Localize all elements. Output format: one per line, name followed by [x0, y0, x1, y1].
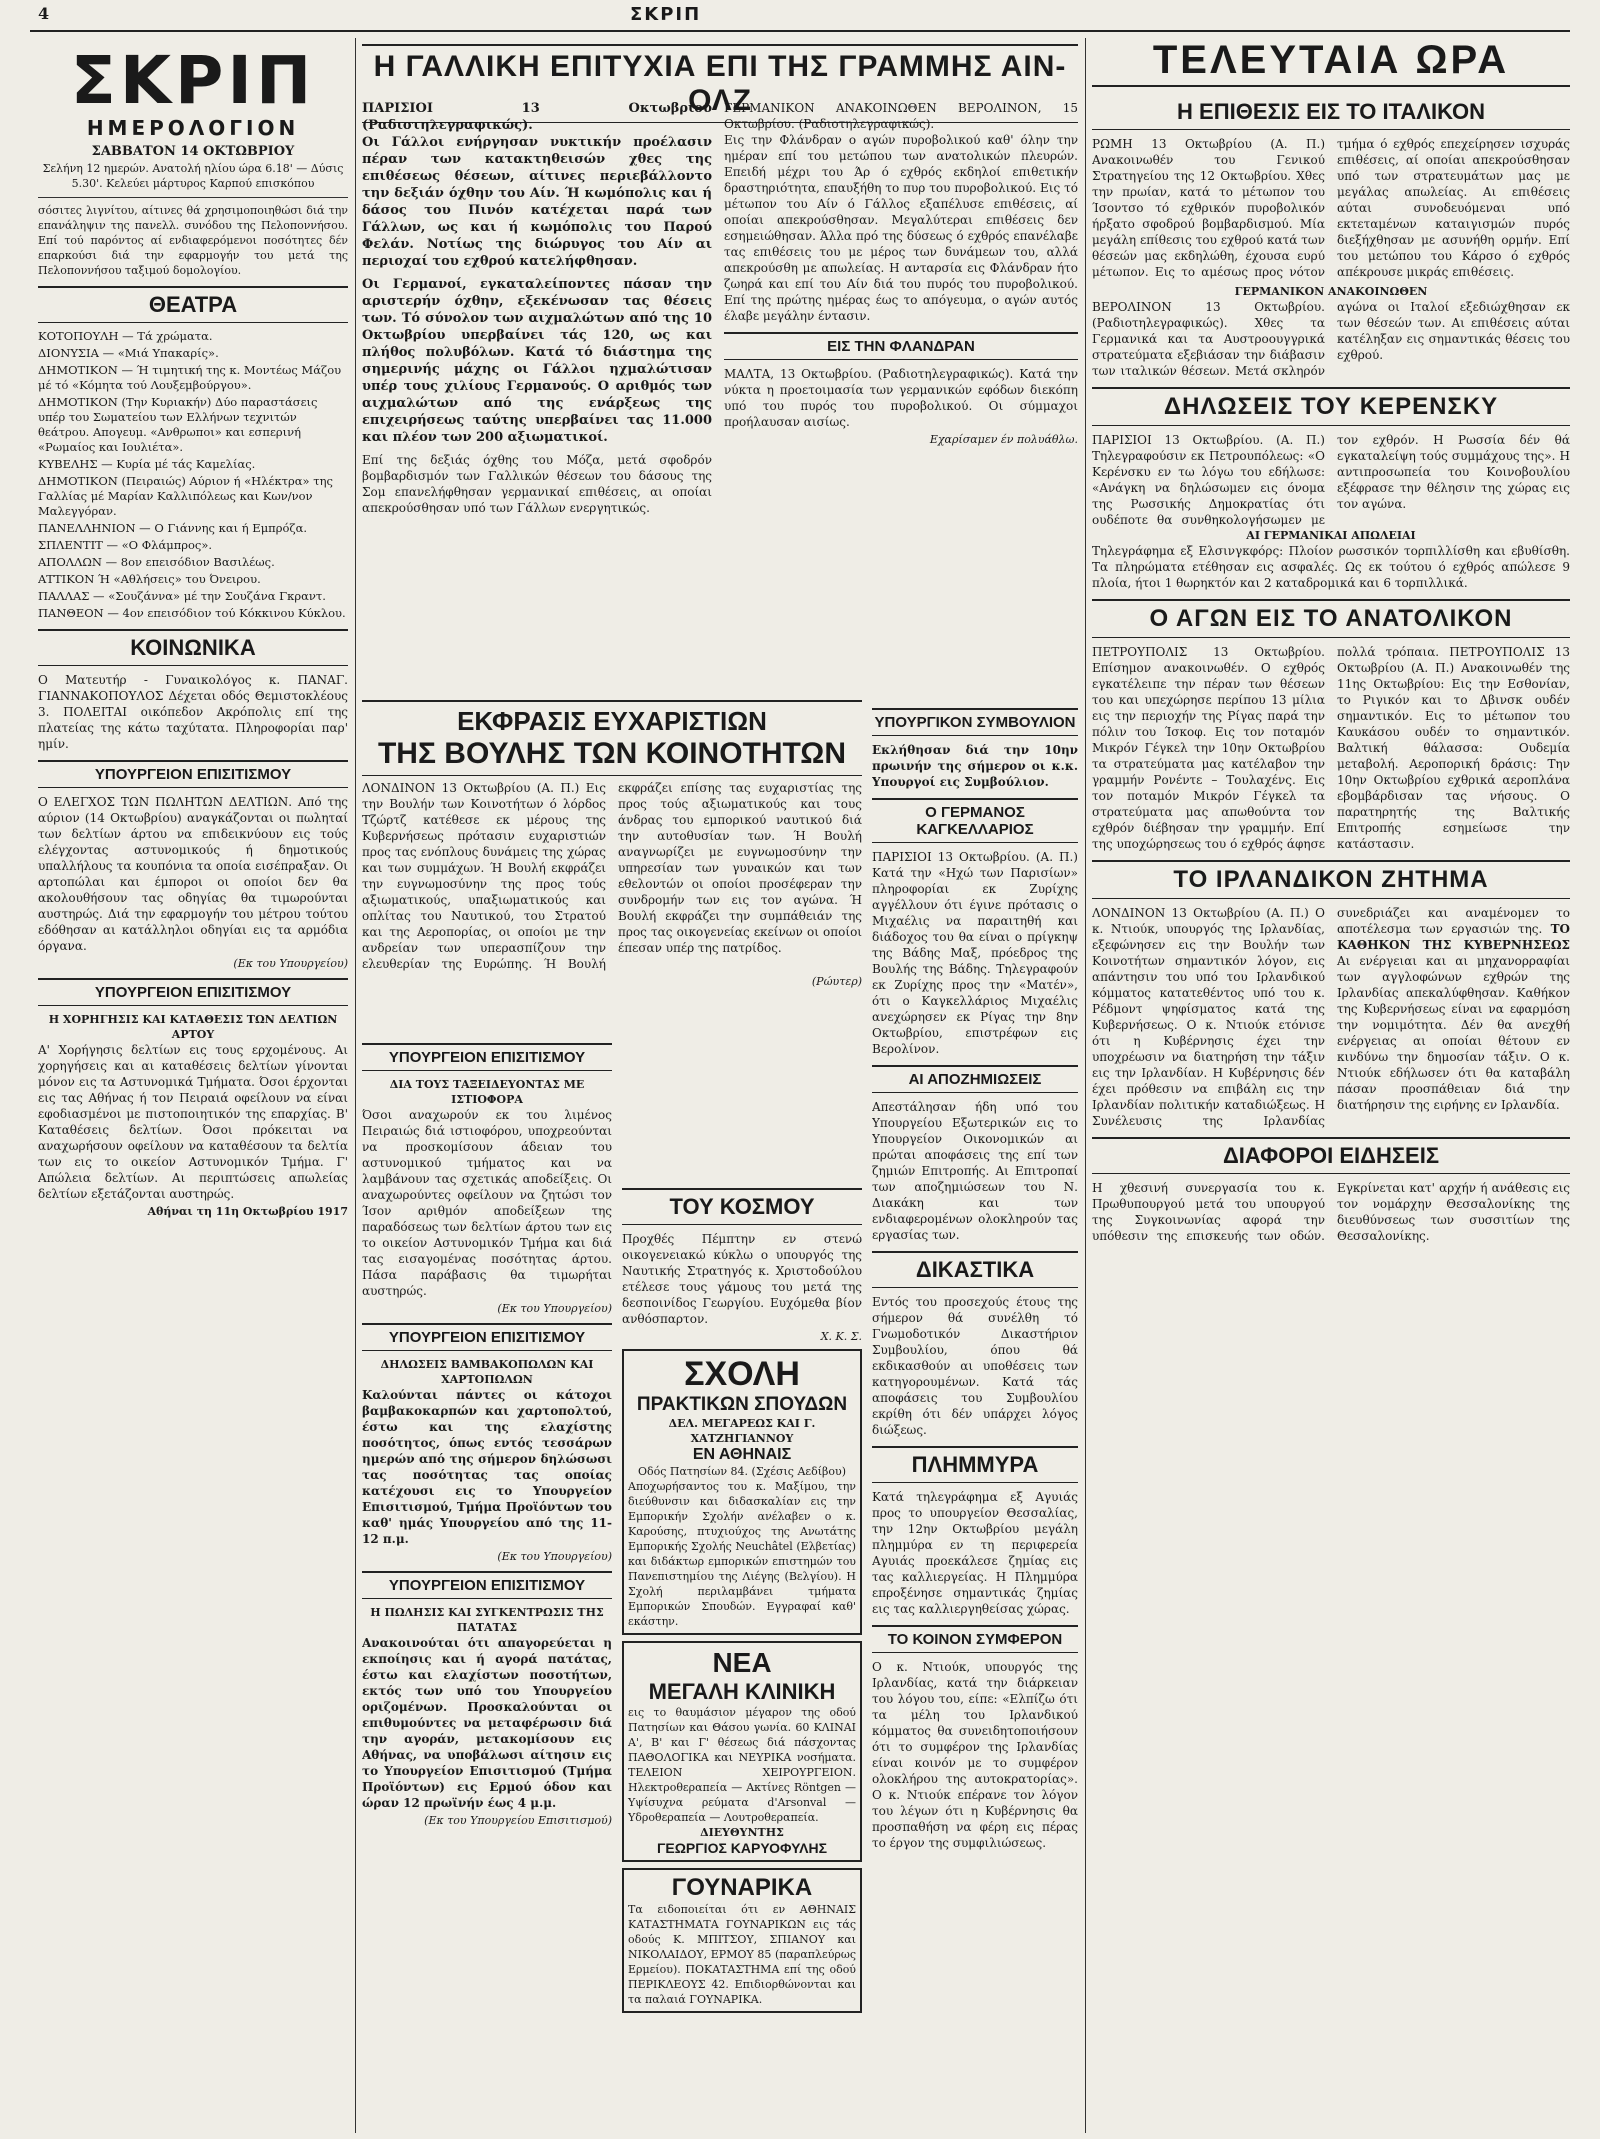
eastern-front-paragraph-2: ΠΕΤΡΟΥΠΟΛΙΣ 13 Οκτωβρίου (Α. Π.) Ανακοινωθέν της 11ης Οκτωβρίου: Εις την Εσθονίαν, το Ριγικόν και το Δβινσκ ουδέν σημαντικόν. Εις το μέτωπον του Καυκάσου ουδέν το σημαντικόν. Βαλτική θάλασσα: Ουδεμία μεταβολή. Αεροπορική δράσις: Την 10ην Οκτωβρίου εχθρικά αεροπλάνα εβομβάρδισαν τας νήσους. Ο παρατηρητής της Βαλτικής Επιτροπής εσημείωσε την κατάστασιν. — [1337, 645, 1570, 851]
list-item: ΔΗΜΟΤΙΚΟΝ (Την Κυριακήν) Δύο παραστάσεις υπέρ του Σωματείου των Ελλήνων τεχνιτών θεάτρου. Απογευμ. «Ανθρωποι» και εσπερινή «Ρωμαίος και Ιουλιέτα». — [38, 395, 318, 454]
clinic-ad-title-2: ΜΕΓΑΛΗ ΚΛΙΝΙΚΗ — [648, 1679, 836, 1704]
supplies-mid3-signature: (Εκ του Υπουργείου Επισιτισμού) — [424, 1814, 612, 1827]
thanks-headline-2: ΤΗΣ ΒΟΥΛΗΣ ΤΩΝ ΚΟΙΝΟΤΗΤΩΝ — [362, 737, 862, 776]
theatres-list — [38, 329, 348, 621]
top-bar — [30, 0, 1570, 32]
column-rule — [1085, 38, 1086, 2133]
thanks-article — [362, 700, 862, 1030]
article-lead: Οι Γάλλοι ενήργησαν νυκτικήν προέλασιν πέραν των κατακτηθεισών χθες της επιθέσεως θέσεων, αίτινες περιεβάλλοντο την δεξιάν όχθην του Αίν. Ή κωμόπολις και ή δάσος του Πινόν κατέχεται παρά των Γάλλων, ως και ή κωμόπολις του Παρού Φελάν. Νοτίως της διώρυγος του Αίν αι περιοχαί του εχθρού κατελήφθησαν. — [362, 135, 712, 269]
ads-column — [622, 1180, 862, 2133]
clinic-ad-title: ΝΕΑ — [712, 1647, 772, 1678]
school-ad-address: Οδός Πατησίων 84. (Σχέσις Αεδίβου) — [637, 1465, 847, 1478]
list-item: ΔΙΟΝΥΣΙΑ — «Μιά Υπακαρίς». — [38, 346, 219, 360]
almanac: Σελήνη 12 ημερών. Ανατολή ηλίου ώρα 6.18' — Δύσις 5.30'. Κελεύει μάρτυρος Καρπού επισκόπου — [42, 162, 344, 190]
issue-date: ΣΑΒΒΑΤΟΝ 14 ΟΚΤΩΒΡΙΟΥ — [91, 144, 295, 159]
cabinet-heading: ΥΠΟΥΡΓΙΚΟΝ ΣΥΜΒΟΥΛΙΟΝ — [872, 708, 1078, 736]
masthead-title: ΣΚΡΙΠ — [70, 42, 316, 119]
eastern-front-paragraph: ΠΕΤΡΟΥΠΟΛΙΣ 13 Οκτωβρίου. Επίσημον ανακοινωθέν. Ο εχθρός εγκατέλειπε την πέραν των θέσεων του και υπεχώρησε περίπου 13 μίλια εις την περιοχήν της Ρίγας παρά την πόλιν του Ίσκοφ. Εις τον ποταμόν Μικρόν Γέγκελ την 10ην Οκτωβρίου τα στρατεύματα μας κατέλαβον την γραμμήν Ρονέντε – Τουλαχένς. Εις τον ποταμόν Μικρόν Γέγκελ τα στρατεύματα μας απωθούντα τον εχθρόν διέβησαν την γραμμήν. Επί της υποχώρησεως του ό εχθρός άφησε πολλά τρόπαια. — [1092, 645, 1440, 851]
italian-front-heading: Η ΕΠΙΘΕΣΙΣ ΕΙΣ ΤΟ ΙΤΑΛΙΚΟΝ — [1092, 95, 1570, 130]
supplies-mid3-subheading: Η ΠΩΛΗΣΙΣ ΚΑΙ ΣΥΓΚΕΝΤΡΩΣΙΣ ΤΗΣ ΠΑΤΑΤΑΣ — [370, 1606, 604, 1634]
various-news-heading: ΔΙΑΦΟΡΟΙ ΕΙΔΗΣΕΙΣ — [1092, 1137, 1570, 1174]
school-ad-title: ΣΧΟΛΗ — [684, 1355, 800, 1393]
school-ad-city: ΕΝ ΑΘΗΝΑΙΣ — [692, 1446, 792, 1463]
flanders-heading: ΕΙΣ ΤΗΝ ΦΛΑΝΔΡΑΝ — [724, 332, 1078, 360]
chancellor-text: ΠΑΡΙΣΙΟΙ 13 Οκτωβρίου. (Α. Π.) Κατά την «Ηχώ των Παρισίων» πληροφορίαι εκ Ζυρίχης αγγέλλουν ότι έγινε πρότασις ο Μιχαέλις να παραιτηθή και διάδοχος του θα είναι ο πρίγκηψ της Βάδης Μαξ, πρόεδρος της Βουλής της Βάδης. Τηλεγραφούν εκ Ζυρίχης προς την «Ματέν», ότι ο Καγκελλάριος Μιχαέλις ανεχώρησεν εκ Ρίγας την 8ην Οκτωβρίου, επιστρέφων εις Βερολίνον. — [872, 850, 1078, 1056]
government-duty-heading: ΤΟ ΚΑΘΗΚΟΝ ΤΗΣ ΚΥΒΕΡΝΗΣΕΩΣ — [1337, 922, 1570, 952]
furs-ad-title: ΓΟΥΝΑΡΙΚΑ — [671, 1874, 813, 1901]
list-item: ΔΗΜΟΤΙΚΟΝ — Ή τιμητική της κ. Μοντέως Μάζου μέ τό «Κόμητα τού Λουξεμβούργου». — [38, 363, 342, 392]
page-number: 4 — [38, 4, 50, 23]
berlin-text: ΒΕΡΟΛΙΝΟΝ 13 Οκτωβρίου. (Ραδιοτηλεγραφικώς). Χθες τα Γερμανικά και τα Αυστροουγγρικά στρατεύματα εξεβιάσαν την διάβασιν των ιταλικών θέσεων. Μετά σκληρόν αγώνα οι Ιταλοί εξεδιώχθησαν εκ των θέσεών των. Αι επιθέσεις αύται κατέληξαν εις σημαντικάς θέσεις του εχθρού. — [1092, 300, 1570, 378]
ireland-paragraph: ΛΟΝΔΙΝΟΝ 13 Οκτωβρίου (Α. Π.) Ο κ. Ντιούκ, υπουργός της Ιρλανδίας, εξεφώνησεν εις την Βουλήν των Κοινοτήτων σημαντικόν λόγον, εις απάντησιν του υπό του Ιρλανδικού κόμματος κατατεθέντος υπό του κ. Ρέδμοντ ψηφίσματος κατά της Κυβερνήσεως. Ο κ. Ντιούκ ετόνισε ότι η Κυβέρνησις έχει την υποχρέωσιν να διατηρήση την τάξιν εις την Ιρλανδίαν. Η Κυβέρνησις δέν έχει πρόθεσιν να επιβάλη εις την Ιρλανδίαν πολιτικήν καταδιώξεως. Η Συνέλευσις της Ιρλανδίας συνεδριάζει και αναμένομεν το αποτέλεσμα των εργασιών της. — [1092, 906, 1570, 1128]
thanks-headline: ΕΚΦΡΑΣΙΣ ΕΥΧΑΡΙΣΤΙΩΝ — [362, 700, 862, 737]
thanks-text: ΛΟΝΔΙΝΟΝ 13 Οκτωβρίου (Α. Π.) Εις την Βουλήν των Κοινοτήτων ό λόρδος Τζώρτζ κατέθεσε εκ μέρους της Κυβερνήσεως πρότασιν ευχαριστιών προς τας ενόπλους δυνάμεις της χώρας και των συμμάχων. Ή Βουλή εκφράζει την ευγνωμοσύνην της προς τούς αξιωματικούς, υπαξιωματικούς και οπλίτας του Ναυτικού, του Στρατού και της Αεροπορίας, οι οποίοι με την ανδρείαν των υπερασπίζουν την ελευθερίαν της Ευρώπης. Ή Βουλή εκφράζει επίσης τας ευχαριστίας της προς τούς αξιωματικούς και τους άνδρας του εμπορικού ναυτικού διά την αυτοθυσίαν των. Ή Βουλή αναγνωρίζει με ευγνωμοσύνην την υπηρεσίαν των γυναικών και των εθελοντών οι οποίοι προσέφεραν την συνδρομήν των εις τον αγώνα. Ή Βουλή εκφράζει την συμπάθειάν της προς τας οικογενείας εκείνων οι οποίοι έπεσαν υπέρ της πατρίδος. — [362, 781, 862, 971]
article-body-end: Επί της δεξιάς όχθης του Μόζα, μετά σφοδρόν βομβαρδισμόν των Γαλλικών θέσεων του δάσους της Σομ επανελήφθησαν γερμανικαί επιθέσεις, αι οποίαι απεκρούσθησαν υπό των Γάλλων ενεργητικώς. — [362, 453, 712, 515]
supplies-column — [362, 1035, 612, 2133]
list-item: ΠΑΛΛΑΣ — «Σουζάννα» μέ την Σουζάνα Γκραντ. — [38, 589, 326, 603]
supplies-mid2-heading: ΥΠΟΥΡΓΕΙΟΝ ΕΠΙΣΙΤΙΣΜΟΥ — [362, 1323, 612, 1351]
world-heading: ΤΟΥ ΚΟΣΜΟΥ — [622, 1188, 862, 1225]
supplies-mid3-heading: ΥΠΟΥΡΓΕΙΟΝ ΕΠΙΣΙΤΙΣΜΟΥ — [362, 1571, 612, 1599]
supplies-mid2-subheading: ΔΗΛΩΣΕΙΣ ΒΑΜΒΑΚΟΠΩΛΩΝ ΚΑΙ ΧΑΡΤΟΠΩΛΩΝ — [380, 1358, 594, 1386]
world-signature: Χ. Κ. Σ. — [820, 1330, 862, 1343]
common-interest-heading: ΤΟ ΚΟΙΝΟΝ ΣΥΜΦΕΡΟΝ — [872, 1625, 1078, 1653]
supplies-mid-text: Όσοι αναχωρούν εκ του λιμένος Πειραιώς διά ιστιοφόρου, υποχρεούνται να προσκομίσουν άδειαν του αστυνομικού τμήματος και να λαμβάνουν τας σχετικάς αποδείξεις. Οι αναχωρούντες οφείλουν να ζητώσι τον Ίσον αριθμόν αποδείξεων της παραδόσεως των δελτίων άρτου των εις το οικείον Αστυνομικόν Τμήμα και διά τας εισαγομένας ποσότητας άρτου. Πάσα παράβασις θα τιμωρήται αυστηρώς. — [362, 1108, 612, 1298]
social-text: Ο Ματευτήρ - Γυναικολόγος κ. ΠΑΝΑΓ. ΓΙΑΝΝΑΚΟΠΟΥΛΟΣ Δέχεται οδός Θεμιστοκλέους 3. ΠΟΛΕΙΤΑΙ οικόπεδον Ακρόπολις επί της πλατείας της κάτω ταχύτατα. Πληροφορίαι παρ' ημίν. — [38, 673, 348, 751]
left-column — [38, 38, 348, 2133]
list-item: ΣΠΛΕΝΤΙΤ — «Ο Φλάμπρος». — [38, 538, 213, 552]
cabinet-column — [872, 700, 1078, 2133]
eastern-front-heading: Ο ΑΓΩΝ ΕΙΣ ΤΟ ΑΝΑΤΟΛΙΚΟΝ — [1092, 599, 1570, 638]
french-success-article — [362, 38, 1078, 698]
flanders-text: ΜΑΛΤΑ, 13 Οκτωβρίου. (Ραδιοτηλεγραφικώς). Κατά την νύκτα η προετοιμασία των γερμανικών εφόδων διεκόπη υπό του πυρός του πυροβολικού. Οι σύμμαχοι προήλαυσαν αισίως. — [724, 367, 1078, 429]
supplies2-subheading: Η ΧΟΡΗΓΗΣΙΣ ΚΑΙ ΚΑΤΑΘΕΣΙΣ ΤΩΝ ΔΕΛΤΙΩΝ ΑΡΤΟΥ — [48, 1013, 338, 1041]
masthead-subtitle: ΗΜΕΡΟΛΟΓΙΟΝ — [86, 116, 300, 140]
chancellor-heading: Ο ΓΕΡΜΑΝΟΣ ΚΑΓΚΕΛΛΑΡΙΟΣ — [872, 798, 1078, 843]
compensation-heading: ΑΙ ΑΠΟΖΗΜΙΩΣΕΙΣ — [872, 1065, 1078, 1093]
supplies-mid-heading: ΥΠΟΥΡΓΕΙΟΝ ΕΠΙΣΙΤΙΣΜΟΥ — [362, 1043, 612, 1071]
supplies-mid-signature: (Εκ του Υπουργείου) — [497, 1302, 612, 1315]
german-losses-heading: ΑΙ ΓΕΡΜΑΝΙΚΑΙ ΑΠΩΛΕΙΑΙ — [1246, 529, 1416, 542]
german-communique: Εις την Φλάνδραν ο αγών πυροβολικού καθ' όλην την ημέραν επί του μετώπου των ανατολικών πλευρών. Επειδή μέχρι του Άρ ό εχθρός εκδηλοί επιθετικήν δραστηριότητα, επαυξήθη το πυρ του πυροβολικού. Εις τό μέτωπον του Αίν ό Γάλλος εξαπέλυσε επιθέσεις, αί οποίαι απεκρούσθησαν. Μεγαλύτεραι επιθέσεις δεν εσημειώθησαν. Άλλα πρό της δύσεως ό εχθρός επανέλαβε τας επιθέσεις του με μέρος των δυνάμεων του, αλλά απεκρούσθη με απωλείας. Η ανταρσία εις Φλάνδραν ήτο ζωηρά και επί του Αίν διά του πυρός του πυροβολικού. Επί της πρώτης ημέρας έως το απόγευμα, ο αγών αυτός έλαβε μεγάλην έντασιν. — [724, 133, 1078, 323]
kerensky-heading: ΔΗΛΩΣΕΙΣ ΤΟΥ ΚΕΡΕΝΣΚΥ — [1092, 387, 1570, 426]
supplies-mid3-text: Ανακοινούται ότι απαγορεύεται η εκποίησις και ή αγορά πατάτας, έστω και ελαχίστων ποσοτήτων, εκτός των υπό του Υπουργείου οριζομένων. Προσκαλούνται οι επιθυμούντες να μεταφέρωσιν διά την αγοράν, μετακομίσουν εις Αθήνας, να υποβάλωσι αίτησιν εις το Υπουργείον Επισιτισμού (Τμήμα Προϊόντων) εις Ερμού όδον και ώραν 12 πρωϊνήν έως 4 μ.μ. — [362, 1636, 612, 1810]
court-text: Εντός του προσεχούς έτους της σήμερον θά συνέλθη τό Γνωμοδοτικόν Δικαστήριον Συμβουλίου, όπου θά εκδικασθούν αι υποθέσεις των κατηγορουμένων. Κατά τάς αποφάσεις του Συμβουλίου εκρίθη ότι δέν υπάρχει λόγος διώξεως. — [872, 1295, 1078, 1437]
supplies-mid-subheading: ΔΙΑ ΤΟΥΣ ΤΑΞΕΙΔΕΥΟΝΤΑΣ ΜΕ ΙΣΤΙΟΦΟΡΑ — [389, 1078, 585, 1106]
german-losses-text: Τηλεγράφημα εξ Ελσινγκφόρς: Πλοίον ρωσσικόν τορπιλλίσθη και εβυθίσθη. Τα πληρώματα ετέθησαν εις ασφαλές. Ως εκ τούτου ό εχθρός απώλεσε 9 πλοία, ήτοι 1 θωρηκτόν και 2 καταδρομικά και 6 τορπιλλικά. — [1092, 544, 1570, 590]
furs-ad-text: Τα ειδοποιείται ότι εν ΑΘΗΝΑΙΣ ΚΑΤΑΣΤΗΜΑΤΑ ΓΟΥΝΑΡΙΚΩΝ εις τάς οδούς Κ. ΜΠΙΤΣΟΥ, ΣΠΙΑΝΟΥ και ΝΙΚΟΛΑΙΔΟΥ, ΕΡΜΟΥ 85 (παραπλεύρως Ερμείου). ΠΟΚΑΤΑΣΤΗΜΑ επί της οδού ΠΕΡΙΚΛΕΟΥΣ 42. Επιδιορθώνονται και τα παλαιά ΓΟΥΝΑΡΙΚΑ. — [628, 1903, 856, 2006]
supplies-text: Ο ΕΛΕΓΧΟΣ ΤΩΝ ΠΩΛΗΤΩΝ ΔΕΛΤΙΩΝ. Από της αύριον (14 Οκτωβρίου) αναγκάζονται οι πωληταί των δελτίων άρτου να επιδεικνύουν εις τούς ελέγχοντας αστυνομικούς ή δημοτικούς υπαλλήλους τα κουπόνια τα οποία εισέπραξαν. Οι αρτοπώλαι και έμποροι οι οποίοι δεν θα ακολουθήσουν τας οδηγίας θα τιμωρούνται αυστηρώς. Διά την εφαρμογήν του μέτρου τούτου εδόθησαν αι κατάλληλοι οδηγίαι εις τα αρμόδια όργανα. — [38, 795, 348, 953]
clinic-advertisement — [622, 1641, 862, 1862]
list-item: ΑΤΤΙΚΟΝ Ή «Αθλήσεις» του Όνειρου. — [38, 572, 261, 586]
clinic-ad-director: ΓΕΩΡΓΙΟΣ ΚΑΡΥΟΦΥΛΗΣ — [656, 1840, 828, 1856]
school-ad-text: Αποχωρήσαντος του κ. Μαξίμου, την διεύθυνσιν και διδασκαλίαν εις την Εμπορικήν Σχολήν ανέλαβεν ο κ. Καρούσης, πτυχιούχος της Ανωτάτης Εμπορικής Σχολής Neuchâtel (Ελβετίας) και διδάκτωρ εμπορικών επιστημών του Πανεπιστημίου της Λιέγης (Βελγίου). Η Σχολή περιλαμβάνει τμήματα Εμπορικών Σπουδών. Εγγραφαί καθ' εκάστην. — [628, 1480, 856, 1628]
clinic-ad-director-label: ΔΙΕΥΘΥΝΤΗΣ — [700, 1826, 784, 1839]
world-text: Προχθές Πέμπτην εν στενώ οικογενειακώ κύκλω ο υπουργός της Ναυτικής Στρατηγός κ. Χριστοδούλου ετέλεσε τους γάμους του μετά της δεσποινίδος Γεωργίου. Ευχόμεθα βίον ανθόσπαρτον. — [622, 1232, 862, 1326]
supplies-mid2-text: Καλούνται πάντες οι κάτοχοι βαμβακοκαρπών και χαρτοπολτού, έστω και της ελαχίστης ποσότητος, όπως εντός τεσσάρων ημερών από της σήμερον δηλώσωσι τας ποσότητας τας οποίας κατέχουσι εις το Υπουργείον Επισιτισμού, Τμήμα Προϊόντων του καθ' ημάς Υπουργείου από της 11-12 π.μ. — [362, 1388, 612, 1546]
list-item: ΠΑΝΘΕΟΝ — 4ον επεισόδιον τού Κόκκινου Κύκλου. — [38, 606, 346, 620]
running-title: ΣΚΡΙΠ — [630, 4, 702, 25]
list-item: ΚΟΤΟΠΟΥΛΗ — Τά χρώματα. — [38, 329, 213, 343]
supplies2-text: Α' Χορήγησις δελτίων εις τους ερχομένους. Αι χορηγήσεις και αι καταθέσεις δελτίων γίνονται μόνον εις τα Αστυνομικά Τμήματα. Όσοι έρχονται εις τας Αθήνας ή τον Πειραιά οφείλουν να είναι εφοδιασμένοι με πιστοποιητικόν της επαρχίας. Β' Καταθέσεις δελτίων. Όσοι πρόκειται να αναχωρήσουν οφείλουν να καταθέσουν τα δελτία των εις το οικείον Αστυνομικόν Τμήμα. Γ' Απώλεια δελτίων. Αι περιπτώσεις απωλείας δελτίων εξετάζονται αυστηρώς. — [38, 1043, 348, 1201]
article-headline: Η ΓΑΛΛΙΚΗ ΕΠΙΤΥΧΙΑ ΕΠΙ ΤΗΣ ΓΡΑΜΜΗΣ ΑΙΝ-ΟΛΖ — [362, 44, 1078, 123]
article-dateline: ΠΑΡΙΣΙΟΙ 13 Οκτωβρίου (Ραδιοτηλεγραφικώς). — [362, 101, 712, 133]
berlin-heading: ΓΕΡΜΑΝΙΚΟΝ ΑΝΑΚΟΙΝΩΘΕΝ — [1234, 285, 1428, 298]
kerensky-text: ΠΑΡΙΣΙΟΙ 13 Οκτωβρίου. (Α. Π.) Τηλεγραφούσιν εκ Πετρουπόλεως: «Ο Κερένσκυ εν τω λόγω του εδήλωσε: «Ανάγκη να δηλώσωμεν εις όνομα της Ρωσσικής Δημοκρατίας ότι ουδέποτε θα συνθηκολογήσωμεν με τον εχθρόν. Η Ρωσσία δέν θά εγκαταλείψη τούς συμμάχους της». Η αντιπροσωπεία του Κοινοβουλίου εξέφρασε την θέλησιν της χώρας εις τον αγώνα. — [1092, 433, 1570, 527]
article-body: Οι Γερμανοί, εγκαταλείποντες πάσαν την αριστερήν όχθην, εξεκένωσαν τας θέσεις των. Τό σύνολον των αιχμαλώτων από της 10 Οκτωβρίου υπερβαίνει τάς 120, ως και πλήθος πολυβόλων. Κατά τό διάστημα της σημερινής μάχης οι Γάλλοι ηχμαλώτισαν υπέρ τους χιλίους Γερμανούς. Ο αριθμός των αιχμαλώτων από της ενάρξεως της επιχειρήσεως ταύτης υπερβαίνει τας 11.000 και πλέον των 200 αξιωματικοί. — [362, 277, 712, 445]
german-communique-dateline: ΓΕΡΜΑΝΙΚΟΝ ΑΝΑΚΟΙΝΩΘΕΝ ΒΕΡΟΛΙΝΟΝ, 15 Οκτωβρίου. (Ραδιοτηλεγραφικώς). — [724, 101, 1078, 131]
supplies2-heading: ΥΠΟΥΡΓΕΙΟΝ ΕΠΙΣΙΤΙΣΜΟΥ — [38, 978, 348, 1006]
thanks-signature: (Ρώυτερ) — [811, 975, 862, 988]
flood-text: Κατά τηλεγράφημα εξ Αγυιάς προς το υπουργείον Θεσσαλίας, την 12ην Οκτωβρίου μεγάλη πλημμύρα εν τη περιφερεία Αγυιάς προεκάλεσε ζημίας εις τας καλλιεργείας. Η Πλημμύρα επροξένησε σημαντικάς ζημίας εις τας καλλιεργηθείσας χώρας. — [872, 1490, 1078, 1616]
social-heading: ΚΟΙΝΩΝΙΚΑ — [38, 629, 348, 666]
various-news-text: Η χθεσινή συνεργασία του κ. Πρωθυπουργού μετά του υπουργού της Συγκοινωνίας αφορά την υπόθεσιν της επισκευής των οδών. Εγκρίνεται κατ' αρχήν ή ανάθεσις εις τον νομάρχην Θεσσαλονίκης της διευθύνσεως των συσσιτίων της Θεσσαλονίκης. — [1092, 1181, 1570, 1243]
supplies-heading: ΥΠΟΥΡΓΕΙΟΝ ΕΠΙΣΙΤΙΣΜΟΥ — [38, 760, 348, 788]
list-item: ΑΠΟΛΛΩΝ — 8ον επεισόδιον Βασιλέως. — [38, 555, 275, 569]
ireland-text — [1092, 905, 1570, 1129]
clinic-ad-text: εις το θαυμάσιον μέγαρον της οδού Πατησίων και Θάσου γωνία. 60 ΚΛΙΝΑΙ Α', Β' και Γ' θέσεως διά πάσχοντας ΠΑΘΟΛΟΓΙΚΑ και ΝΕΥΡΙΚΑ νοσήματα. ΤΕΛΕΙΟΝ ΧΕΙΡΟΥΡΓΕΙΟΝ. Ηλεκτροθεραπεία — Ακτίνες Röntgen — Υψίσυχνα ρεύματα d'Arsonval — Υδροθεραπεία — Λουτροθεραπεία. — [628, 1706, 856, 1824]
eastern-front-text — [1092, 644, 1570, 852]
list-item: ΚΥΒΕΛΗΣ — Κυρία μέ τάς Καμελίας. — [38, 457, 256, 471]
school-ad-title-2: ΠΡΑΚΤΙΚΩΝ ΣΠΟΥΔΩΝ — [636, 1394, 848, 1415]
compensation-text: Απεστάλησαν ήδη υπό του Υπουργείου Εξωτερικών εις το Υπουργείον Οικονομικών αι πρώται αποφάσεις της επί των ζημιών Επιτροπής. Αι Επιτροπαί των αποζημιώσεων του Ν. Διακάκη και των ενδιαφερομένων ολοκληρούν τας εργασίας των. — [872, 1100, 1078, 1242]
supplies-mid2-signature: (Εκ του Υπουργείου) — [497, 1550, 612, 1563]
last-hour-headline: ΤΕΛΕΥΤΑΙΑ ΩΡΑ — [1092, 38, 1570, 87]
flanders-signature: Εχαρίσαμεν έν πολυάθλω. — [929, 433, 1078, 446]
court-heading: ΔΙΚΑΣΤΙΚΑ — [872, 1251, 1078, 1288]
column-rule — [355, 38, 356, 2133]
school-advertisement — [622, 1349, 862, 1635]
italian-front-text: ΡΩΜΗ 13 Οκτωβρίου (Α. Π.) Ανακοινωθέν του Γενικού Στρατηγείου της 12 Οκτωβρίου. Χθες την πρωίαν, κατά το μέτωπον του Ίσοντσο τό εχθρικόν πυροβολικόν ήρξατο σφοδρού βομβαρδισμού. Μία μεγάλη επίθεσις του εχθρού κατά των θέσεών μας εκδηλώθη, έχουσα ευρύ μέτωπον. Εις το αμέσως προς νότον τμήμα ό εχθρός επεχείρησεν ισχυράς επιθέσεις, αί οποίαι απεκρούσθησαν υπό των στρατευμάτων μας με μεγάλας απωλείας. Αι επιθέσεις αύται συνοδευόμεναι υπό εκτεταμένων καταιγισμών πυρός διεξήχθησαν με ασυνήθη ορμήν. Επί του μετώπου του Κάρσο ό εχθρός απέκρουσε μικράς επιθέσεις. — [1092, 137, 1570, 279]
cabinet-text: Εκλήθησαν διά την 10ην πρωινήν της σήμερον οι κ.κ. Υπουργοί εις Συμβούλιον. — [872, 743, 1078, 789]
school-ad-owners: ΔΕΛ. ΜΕΓΑΡΕΩΣ ΚΑΙ Γ. ΧΑΤΖΗΓΙΑΝΝΟΥ — [668, 1417, 816, 1445]
ireland-heading: ΤΟ ΙΡΛΑΝΔΙΚΟΝ ΖΗΤΗΜΑ — [1092, 860, 1570, 899]
furs-advertisement — [622, 1868, 862, 2013]
list-item: ΔΗΜΟΤΙΚΟΝ (Πειραιώς) Αύριον ή «Ηλέκτρα» της Γαλλίας μέ Μαρίαν Καλλιπόλεως και Κων/νον Μαλεγγόραν. — [38, 474, 333, 518]
supplies2-date: Αθήναι τη 11η Οκτωβρίου 1917 — [147, 1205, 348, 1218]
supplies-signature: (Εκ του Υπουργείου) — [233, 957, 348, 970]
flood-heading: ΠΛΗΜΜΥΡΑ — [872, 1446, 1078, 1483]
article-column-b — [724, 100, 1078, 449]
list-item: ΠΑΝΕΛΛΗΝΙΟΝ — Ο Γιάννης και ή Εμπρόζα. — [38, 521, 308, 535]
government-duty-text: Αι ενέργειαι και αι μηχανορραφίαι των αγγλοφώνων εχθρών της Ιρλανδίας απεκαλύφθησαν. Καθήκον της Κυβερνήσεως είναι να εφαρμόση την νομιμότητα. Δέν θα ανεχθή ενέργειας αι οποίαι θέτουν εν κινδύνω την δημοσίαν τάξιν. Ο κ. Ντιούκ εδήλωσεν ότι θα καταβάλη πάσαν προσπάθειαν διά την διατήρησιν της ειρήνης εν Ιρλανδία. — [1337, 954, 1570, 1112]
common-interest-text: Ο κ. Ντιούκ, υπουργός της Ιρλανδίας, κατά την διάρκειαν του λόγου του, είπε: «Ελπίζω ότι τα μέλη του Ιρλανδικού κόμματος θα συνειδητοποιήσουν ότι το συμφέρον της Ιρλανδίας είναι κοινόν με το συμφέρον ολοκλήρου της αυτοκρατορίας». Ο κ. Ντιούκ επέρανε τον λόγον του λέγων ότι η Κυβέρνησις θα προσπαθήση να φέρη εις πέρας το έργον της συμφιλιώσεως. — [872, 1660, 1078, 1850]
intro-text: σόσιτες λιγνίτου, αίτινες θά χρησιμοποιηθώσι διά την επανάληψιν της πανελλ. συνόδου της Πελοποννήσου. Επί τού παρόντος αί ενδιαφερόμενοι ποσότητες δέν επαρκούσι διά την εφαρμογήν του μετά της Πελοποννήσου ταξιμού δομολογίου. — [38, 204, 348, 277]
article-column-a — [362, 100, 712, 516]
right-column — [1092, 38, 1570, 2133]
theatres-heading: ΘΕΑΤΡΑ — [38, 286, 348, 323]
